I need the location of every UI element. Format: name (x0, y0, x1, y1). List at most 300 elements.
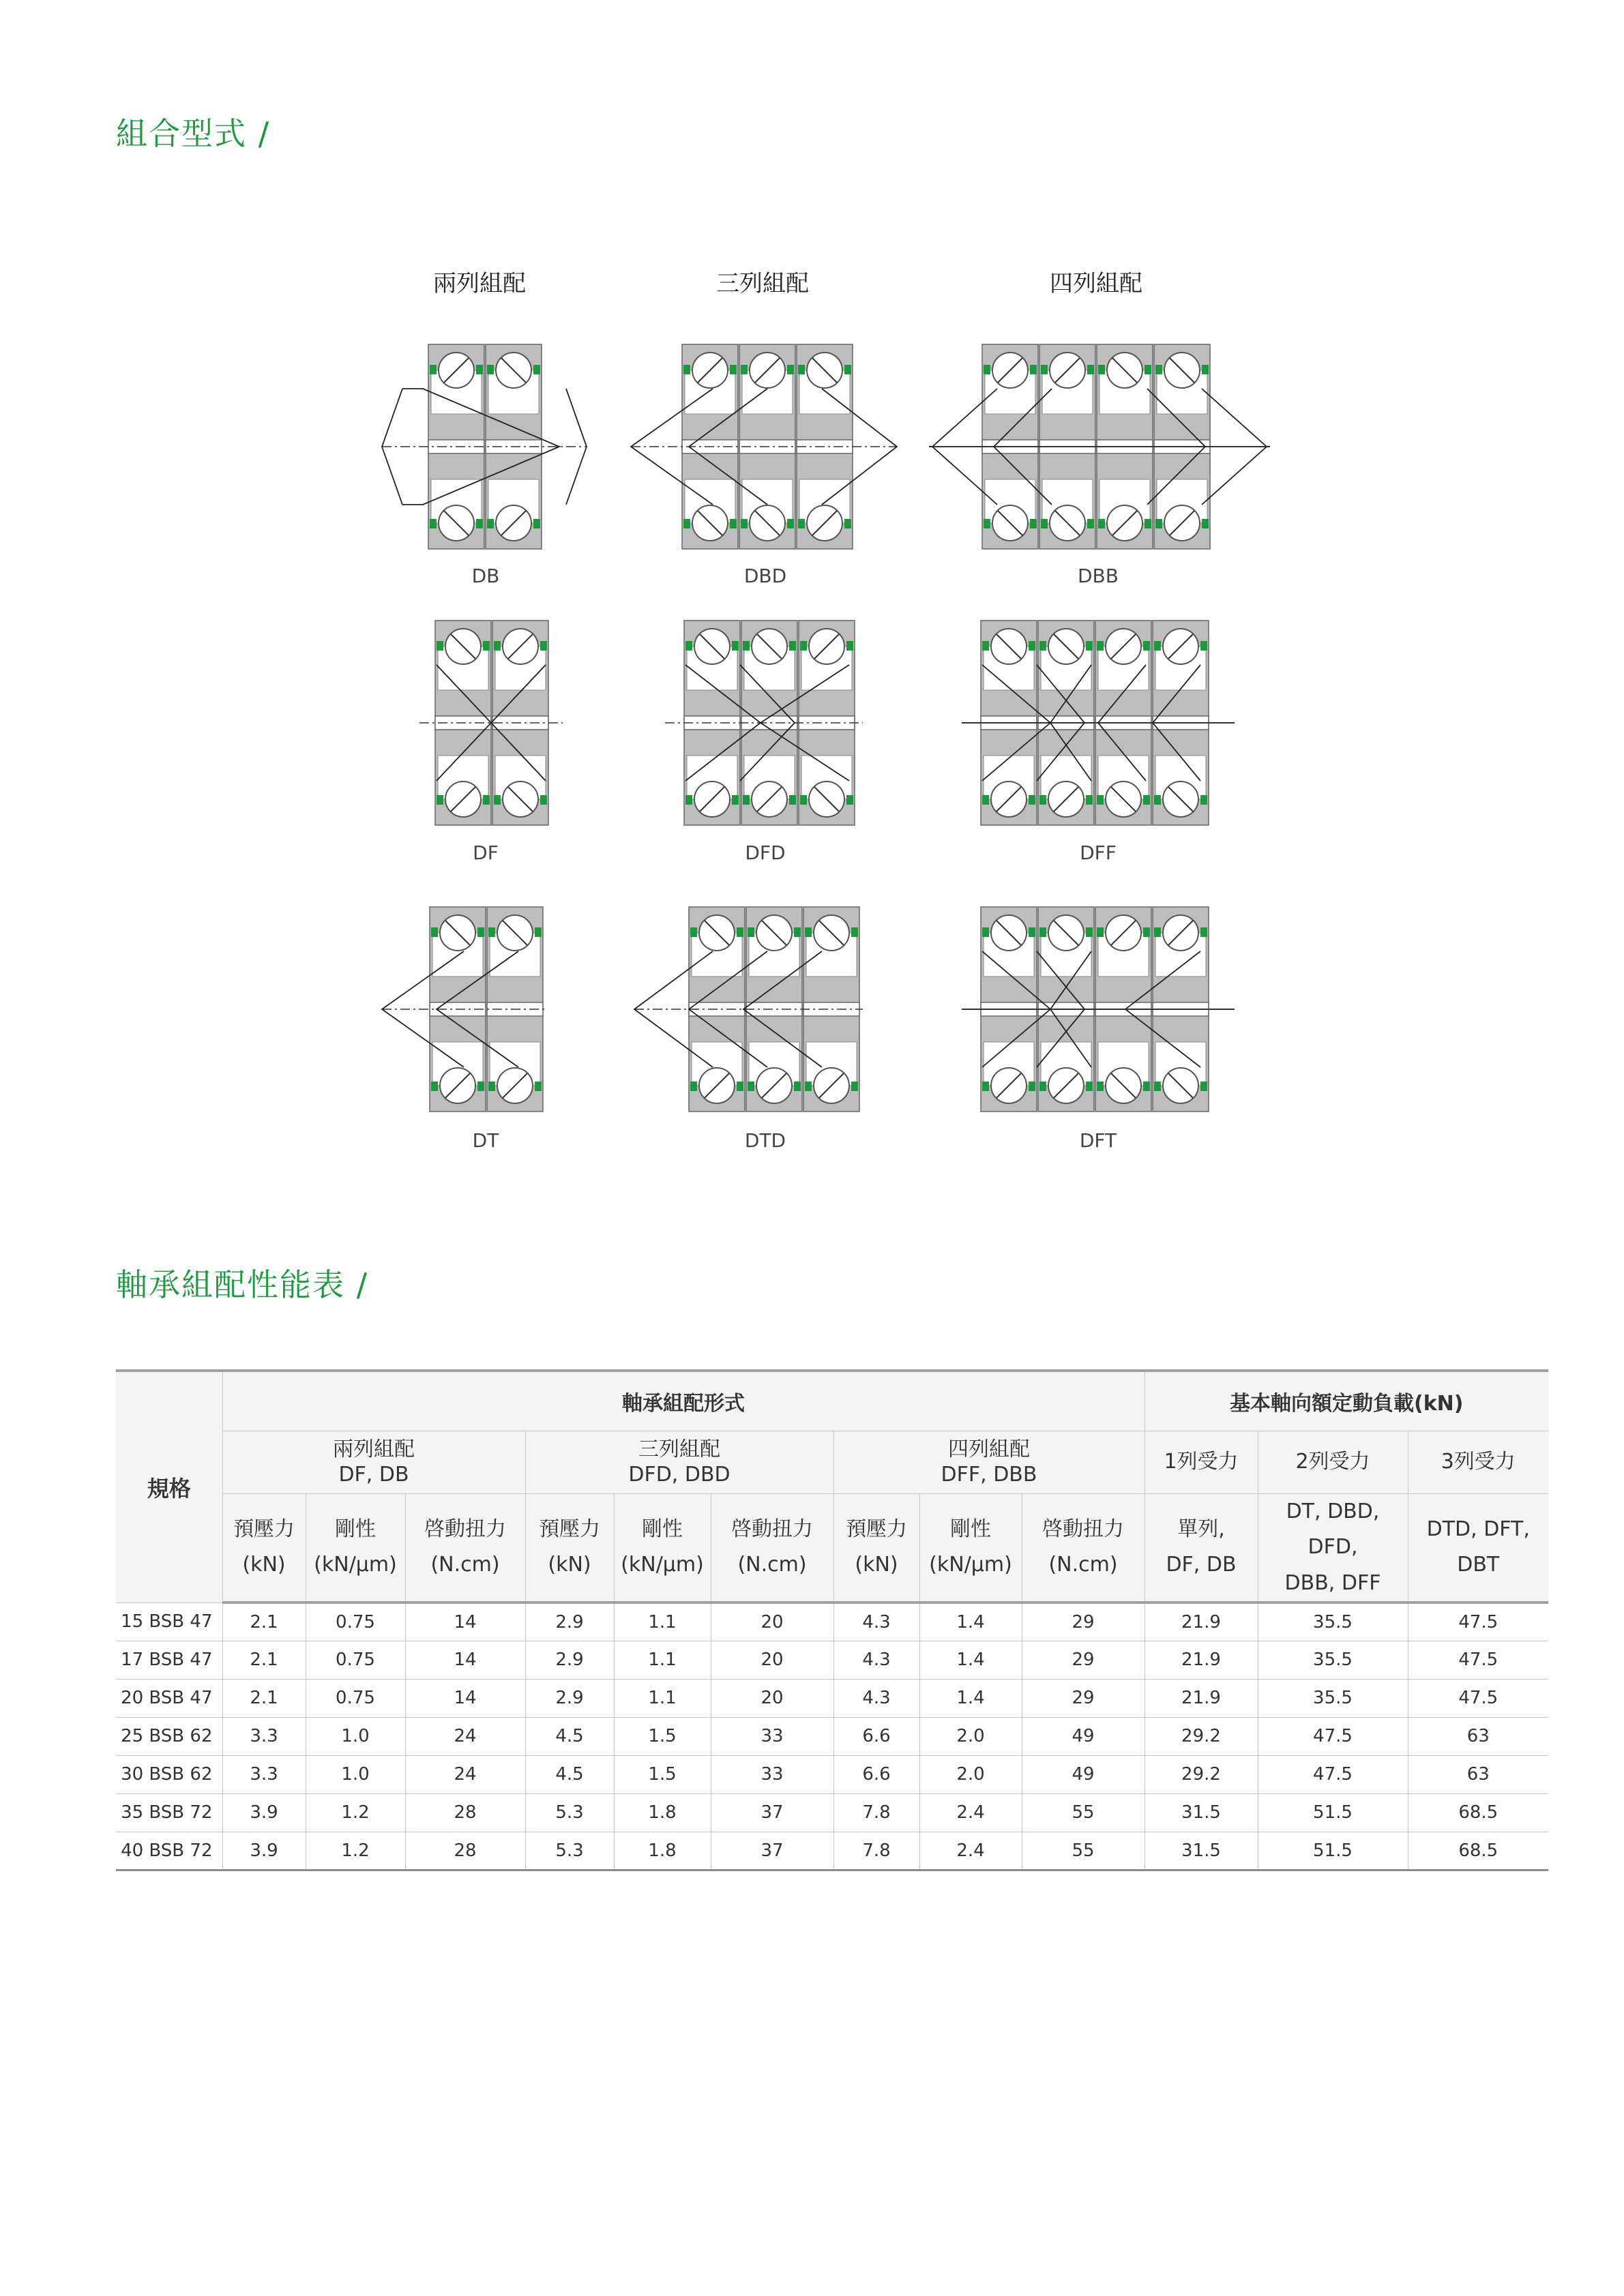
bearing-top (684, 621, 740, 716)
value-cell: 68.5 (1408, 1832, 1548, 1870)
seal-mark (1154, 1082, 1161, 1091)
seal-mark (1155, 365, 1162, 374)
value-cell: 14 (405, 1602, 525, 1641)
value-cell: 5.3 (525, 1793, 614, 1832)
value-cell: 33 (711, 1755, 833, 1793)
seal-mark (982, 1082, 989, 1091)
seal-mark (1039, 1082, 1046, 1091)
value-cell: 4.3 (833, 1602, 919, 1641)
seal-mark (683, 519, 690, 528)
three-row-header (525, 1431, 833, 1493)
seal-mark (1097, 641, 1104, 651)
bearing-top (1097, 344, 1153, 440)
bearing-bottom (682, 453, 738, 549)
seal-mark (730, 365, 737, 374)
value-cell: 1.0 (306, 1717, 405, 1755)
rigidity-unit: (kN/μm) (929, 1553, 1012, 1577)
bearing-bottom (1154, 453, 1210, 549)
bearing-bottom (741, 730, 797, 825)
bearing-bottom (746, 1016, 802, 1112)
double-load-header (1258, 1493, 1408, 1602)
diagram-db (375, 338, 593, 556)
value-cell: 28 (405, 1832, 525, 1870)
value-cell: 29 (1022, 1679, 1145, 1717)
spec-cell: 25 BSB 62 (116, 1717, 222, 1755)
seal-mark (535, 1082, 542, 1091)
value-cell: 24 (405, 1755, 525, 1793)
seal-mark (846, 795, 853, 805)
seal-mark (741, 519, 748, 528)
value-cell: 49 (1022, 1755, 1145, 1793)
value-cell: 2.9 (525, 1602, 614, 1641)
value-cell: 33 (711, 1717, 833, 1755)
bearing-top (1154, 344, 1210, 440)
group-label-three-row: 三列組配 (716, 270, 809, 297)
bearing-unit (746, 907, 802, 1112)
value-cell: 1.0 (306, 1755, 405, 1793)
value-cell: 20 (711, 1602, 833, 1641)
value-cell: 1.2 (306, 1793, 405, 1832)
seal-mark (748, 1082, 754, 1091)
rigidity-header (614, 1493, 711, 1602)
preload-label: 預壓力 (233, 1517, 295, 1541)
seal-mark (1097, 927, 1104, 937)
bearing-top (1153, 621, 1209, 716)
value-cell: 47.5 (1258, 1717, 1408, 1755)
value-cell: 2.4 (919, 1832, 1022, 1870)
bearing-top (799, 621, 855, 716)
rigidity-label: 剛性 (335, 1517, 376, 1541)
seal-mark (685, 795, 692, 805)
bearing-top (1095, 907, 1151, 1002)
bearing-bottom (981, 730, 1037, 825)
seal-mark (732, 641, 739, 651)
seal-mark (535, 927, 542, 937)
preload-header (222, 1493, 306, 1602)
seal-mark (789, 641, 796, 651)
spec-cell: 17 BSB 47 (116, 1641, 222, 1679)
seal-mark (1200, 795, 1207, 805)
bearing-top (741, 621, 797, 716)
bearing-bottom (1095, 1016, 1151, 1112)
seal-mark (1087, 365, 1094, 374)
value-cell: 1.1 (614, 1679, 711, 1717)
spec-header: 規格 (116, 1371, 222, 1602)
value-cell: 55 (1022, 1832, 1145, 1870)
value-cell: 37 (711, 1793, 833, 1832)
seal-mark (982, 641, 989, 651)
seal-mark (1086, 927, 1093, 937)
preload-header (833, 1493, 919, 1602)
value-cell: 29.2 (1145, 1717, 1258, 1755)
four-row-header (833, 1431, 1145, 1493)
group-label-two-row: 兩列組配 (433, 270, 526, 297)
bearing-bottom (684, 730, 740, 825)
seal-mark (1143, 927, 1150, 937)
diagram-dbd (624, 338, 904, 556)
bearing-top (435, 621, 491, 716)
value-cell: 47.5 (1408, 1641, 1548, 1679)
seal-mark (487, 365, 494, 374)
section-title-combination-types: 組合型式 / (116, 115, 271, 152)
bearing-top (982, 344, 1038, 440)
two-row-header-line1: 兩列組配 (333, 1437, 415, 1461)
seal-mark (1029, 795, 1035, 805)
seal-mark (730, 519, 737, 528)
value-cell: 31.5 (1145, 1793, 1258, 1832)
seal-mark (476, 519, 483, 528)
value-cell: 1.5 (614, 1755, 711, 1793)
triple-load-header: DTD, DFT, DBT (1408, 1493, 1548, 1602)
value-cell: 1.1 (614, 1602, 711, 1641)
bearing-top (487, 907, 543, 1002)
seal-mark (437, 641, 443, 651)
value-cell: 2.1 (222, 1641, 306, 1679)
preload-unit: (kN) (855, 1553, 898, 1577)
table-row (116, 1832, 1548, 1870)
preload-label: 預壓力 (539, 1517, 600, 1541)
value-cell: 2.1 (222, 1679, 306, 1717)
seal-mark (533, 365, 540, 374)
value-cell: 51.5 (1258, 1832, 1408, 1870)
double-load-line2: DBB, DFF (1284, 1570, 1381, 1595)
value-cell: 6.6 (833, 1717, 919, 1755)
value-cell: 5.3 (525, 1832, 614, 1870)
seal-mark (794, 927, 801, 937)
seal-mark (1155, 519, 1162, 528)
value-cell: 35.5 (1258, 1641, 1408, 1679)
two-row-header (222, 1431, 525, 1493)
seal-mark (540, 641, 547, 651)
bearing-top (486, 344, 542, 440)
diagram-label-dft: DFT (1079, 1129, 1117, 1152)
seal-mark (1086, 641, 1093, 651)
value-cell: 37 (711, 1832, 833, 1870)
seal-mark (690, 1082, 697, 1091)
three-row-header-line2: DFD, DBD (628, 1463, 730, 1487)
value-cell: 3.9 (222, 1832, 306, 1870)
bearing-bottom (486, 453, 542, 549)
seal-mark (685, 641, 692, 651)
seal-mark (1143, 1082, 1150, 1091)
value-cell: 31.5 (1145, 1832, 1258, 1870)
seal-mark (430, 365, 437, 374)
preload-unit: (kN) (242, 1553, 286, 1577)
seal-mark (1202, 365, 1209, 374)
torque-unit: (N.cm) (430, 1553, 500, 1577)
single-load-line1: 單列, (1177, 1517, 1225, 1541)
load-header: 基本軸向額定動負載(kN) (1145, 1371, 1548, 1431)
seal-mark (1098, 365, 1105, 374)
seal-mark (846, 641, 853, 651)
value-cell: 35.5 (1258, 1679, 1408, 1717)
load1-header: 1列受力 (1145, 1431, 1258, 1493)
rigidity-label: 剛性 (950, 1517, 991, 1541)
value-cell: 1.8 (614, 1793, 711, 1832)
spec-cell: 35 BSB 72 (116, 1793, 222, 1832)
value-cell: 4.5 (525, 1755, 614, 1793)
seal-mark (737, 1082, 743, 1091)
value-cell: 63 (1408, 1755, 1548, 1793)
value-cell: 47.5 (1408, 1602, 1548, 1641)
value-cell: 20 (711, 1679, 833, 1717)
value-cell: 0.75 (306, 1602, 405, 1641)
bearing-bottom (428, 453, 484, 549)
diagram-label-dfd: DFD (745, 841, 786, 864)
bearing-top (739, 344, 795, 440)
value-cell: 6.6 (833, 1755, 919, 1793)
bearing-top (1153, 907, 1209, 1002)
bearing-top (430, 907, 486, 1002)
value-cell: 20 (711, 1641, 833, 1679)
diagram-label-dtd: DTD (744, 1129, 786, 1152)
torque-header (405, 1493, 525, 1602)
value-cell: 49 (1022, 1717, 1145, 1755)
seal-mark (798, 519, 805, 528)
three-row-header-line1: 三列組配 (638, 1437, 720, 1461)
torque-unit: (N.cm) (1048, 1553, 1118, 1577)
rigidity-unit: (kN/μm) (621, 1553, 704, 1577)
seal-mark (787, 519, 794, 528)
value-cell: 47.5 (1258, 1755, 1408, 1793)
bearing-top (981, 621, 1037, 716)
value-cell: 2.4 (919, 1793, 1022, 1832)
value-cell: 29 (1022, 1641, 1145, 1679)
value-cell: 2.0 (919, 1717, 1022, 1755)
diagram-dbb (929, 338, 1270, 556)
bearing-top (803, 907, 859, 1002)
seal-mark (982, 795, 989, 805)
value-cell: 1.2 (306, 1832, 405, 1870)
seal-mark (1143, 795, 1150, 805)
diagram-label-dff: DFF (1080, 841, 1117, 864)
seal-mark (984, 365, 990, 374)
seal-mark (533, 519, 540, 528)
seal-mark (1041, 519, 1048, 528)
value-cell: 2.9 (525, 1679, 614, 1717)
seal-mark (1086, 795, 1093, 805)
seal-mark (1154, 927, 1161, 937)
seal-mark (1039, 927, 1046, 937)
value-cell: 47.5 (1408, 1679, 1548, 1717)
bearing-bottom (435, 730, 491, 825)
torque-header (711, 1493, 833, 1602)
single-load-line2: DF, DB (1166, 1553, 1237, 1577)
single-load-header (1145, 1493, 1258, 1602)
torque-label: 啓動扭力 (1042, 1517, 1124, 1541)
seal-mark (488, 1082, 495, 1091)
bearing-top (1038, 907, 1094, 1002)
seal-mark (741, 365, 748, 374)
seal-mark (743, 795, 750, 805)
bearing-bottom (430, 1016, 486, 1112)
rigidity-header (919, 1493, 1022, 1602)
seal-mark (1039, 795, 1046, 805)
bearing-bottom (1097, 453, 1153, 549)
bearing-bottom (487, 1016, 543, 1112)
value-cell: 4.5 (525, 1717, 614, 1755)
seal-mark (748, 927, 754, 937)
seal-mark (1029, 641, 1035, 651)
four-row-header-line1: 四列組配 (948, 1437, 1030, 1461)
value-cell: 1.4 (919, 1641, 1022, 1679)
group-label-four-row: 四列組配 (1050, 270, 1142, 297)
bearing-top (797, 344, 853, 440)
seal-mark (1030, 519, 1037, 528)
value-cell: 51.5 (1258, 1793, 1408, 1832)
diagram-label-dt: DT (472, 1129, 499, 1152)
value-cell: 14 (405, 1679, 525, 1717)
seal-mark (488, 927, 495, 937)
seal-mark (851, 1082, 858, 1091)
diagram-label-df: DF (473, 841, 499, 864)
value-cell: 2.9 (525, 1641, 614, 1679)
torque-label: 啓動扭力 (731, 1517, 813, 1541)
seal-mark (789, 795, 796, 805)
seal-mark (982, 927, 989, 937)
value-cell: 4.3 (833, 1641, 919, 1679)
seal-mark (1145, 519, 1151, 528)
bearing-bottom (803, 1016, 859, 1112)
seal-mark (487, 519, 494, 528)
value-cell: 21.9 (1145, 1641, 1258, 1679)
seal-mark (1029, 1082, 1035, 1091)
value-cell: 3.3 (222, 1717, 306, 1755)
seal-mark (1041, 365, 1048, 374)
diagram-dft (962, 900, 1235, 1118)
value-cell: 29.2 (1145, 1755, 1258, 1793)
table-row (116, 1793, 1548, 1832)
value-cell: 1.4 (919, 1679, 1022, 1717)
four-row-header-line2: DFF, DBB (941, 1463, 1037, 1487)
value-cell: 3.9 (222, 1793, 306, 1832)
seal-mark (1200, 641, 1207, 651)
bearing-top (981, 907, 1037, 1002)
seal-mark (844, 519, 851, 528)
value-cell: 1.1 (614, 1641, 711, 1679)
rigidity-unit: (kN/μm) (314, 1553, 397, 1577)
value-cell: 55 (1022, 1793, 1145, 1832)
seal-mark (1086, 1082, 1093, 1091)
value-cell: 63 (1408, 1717, 1548, 1755)
seal-mark (844, 365, 851, 374)
value-cell: 14 (405, 1641, 525, 1679)
seal-mark (477, 1082, 484, 1091)
load2-header: 2列受力 (1258, 1431, 1408, 1493)
diagram-dtd (624, 900, 870, 1118)
seal-mark (431, 1082, 438, 1091)
bearing-bottom (739, 453, 795, 549)
preload-header (525, 1493, 614, 1602)
bearing-bottom (1038, 730, 1094, 825)
seal-mark (477, 927, 484, 937)
value-cell: 3.3 (222, 1755, 306, 1793)
value-cell: 7.8 (833, 1832, 919, 1870)
diagram-label-db: DB (471, 565, 500, 587)
seal-mark (483, 795, 490, 805)
seal-mark (805, 1082, 812, 1091)
rigidity-header (306, 1493, 405, 1602)
diagram-label-dbb: DBB (1078, 565, 1119, 587)
value-cell: 21.9 (1145, 1602, 1258, 1641)
seal-mark (851, 927, 858, 937)
preload-label: 預壓力 (846, 1517, 907, 1541)
seal-mark (1200, 1082, 1207, 1091)
seal-mark (1154, 641, 1161, 651)
two-row-header-line2: DF, DB (338, 1463, 409, 1487)
double-load-line1: DT, DBD, DFD, (1286, 1499, 1380, 1559)
spec-cell: 30 BSB 62 (116, 1755, 222, 1793)
seal-mark (800, 795, 807, 805)
seal-mark (494, 795, 501, 805)
diagram-df (416, 614, 566, 832)
value-cell: 2.1 (222, 1602, 306, 1641)
diagram-dt (372, 900, 556, 1118)
bearing-bottom (1153, 730, 1209, 825)
table-row (116, 1641, 1548, 1679)
diagram-dfd (665, 614, 870, 832)
value-cell: 0.75 (306, 1641, 405, 1679)
seal-mark (1030, 365, 1037, 374)
table-row (116, 1717, 1548, 1755)
bearing-top (428, 344, 484, 440)
table-row (116, 1602, 1548, 1641)
seal-mark (732, 795, 739, 805)
seal-mark (800, 641, 807, 651)
seal-mark (1087, 519, 1094, 528)
seal-mark (794, 1082, 801, 1091)
seal-mark (1200, 927, 1207, 937)
value-cell: 4.3 (833, 1679, 919, 1717)
torque-label: 啓動扭力 (424, 1517, 506, 1541)
seal-mark (1097, 795, 1104, 805)
seal-mark (984, 519, 990, 528)
seal-mark (683, 365, 690, 374)
load3-header: 3列受力 (1408, 1431, 1548, 1493)
bearing-bottom (981, 1016, 1037, 1112)
table-row (116, 1679, 1548, 1717)
bearing-top (746, 907, 802, 1002)
value-cell: 35.5 (1258, 1602, 1408, 1641)
seal-mark (1202, 519, 1209, 528)
seal-mark (1029, 927, 1035, 937)
value-cell: 21.9 (1145, 1679, 1258, 1717)
seal-mark (690, 927, 697, 937)
value-cell: 68.5 (1408, 1793, 1548, 1832)
seal-mark (430, 519, 437, 528)
torque-unit: (N.cm) (737, 1553, 807, 1577)
seal-mark (1154, 795, 1161, 805)
seal-mark (431, 927, 438, 937)
seal-mark (1039, 641, 1046, 651)
value-cell: 7.8 (833, 1793, 919, 1832)
seal-mark (1098, 519, 1105, 528)
seal-mark (1145, 365, 1151, 374)
section-title-performance-table: 軸承組配性能表 / (116, 1266, 369, 1303)
config-header: 軸承組配形式 (222, 1371, 1145, 1431)
seal-mark (1097, 1082, 1104, 1091)
bearing-bottom (797, 453, 853, 549)
seal-mark (798, 365, 805, 374)
spec-cell: 20 BSB 47 (116, 1679, 222, 1717)
seal-mark (743, 641, 750, 651)
torque-header (1022, 1493, 1145, 1602)
diagram-label-dbd: DBD (743, 565, 787, 587)
performance-table (116, 1369, 1548, 1871)
seal-mark (787, 365, 794, 374)
value-cell: 1.8 (614, 1832, 711, 1870)
seal-mark (805, 927, 812, 937)
